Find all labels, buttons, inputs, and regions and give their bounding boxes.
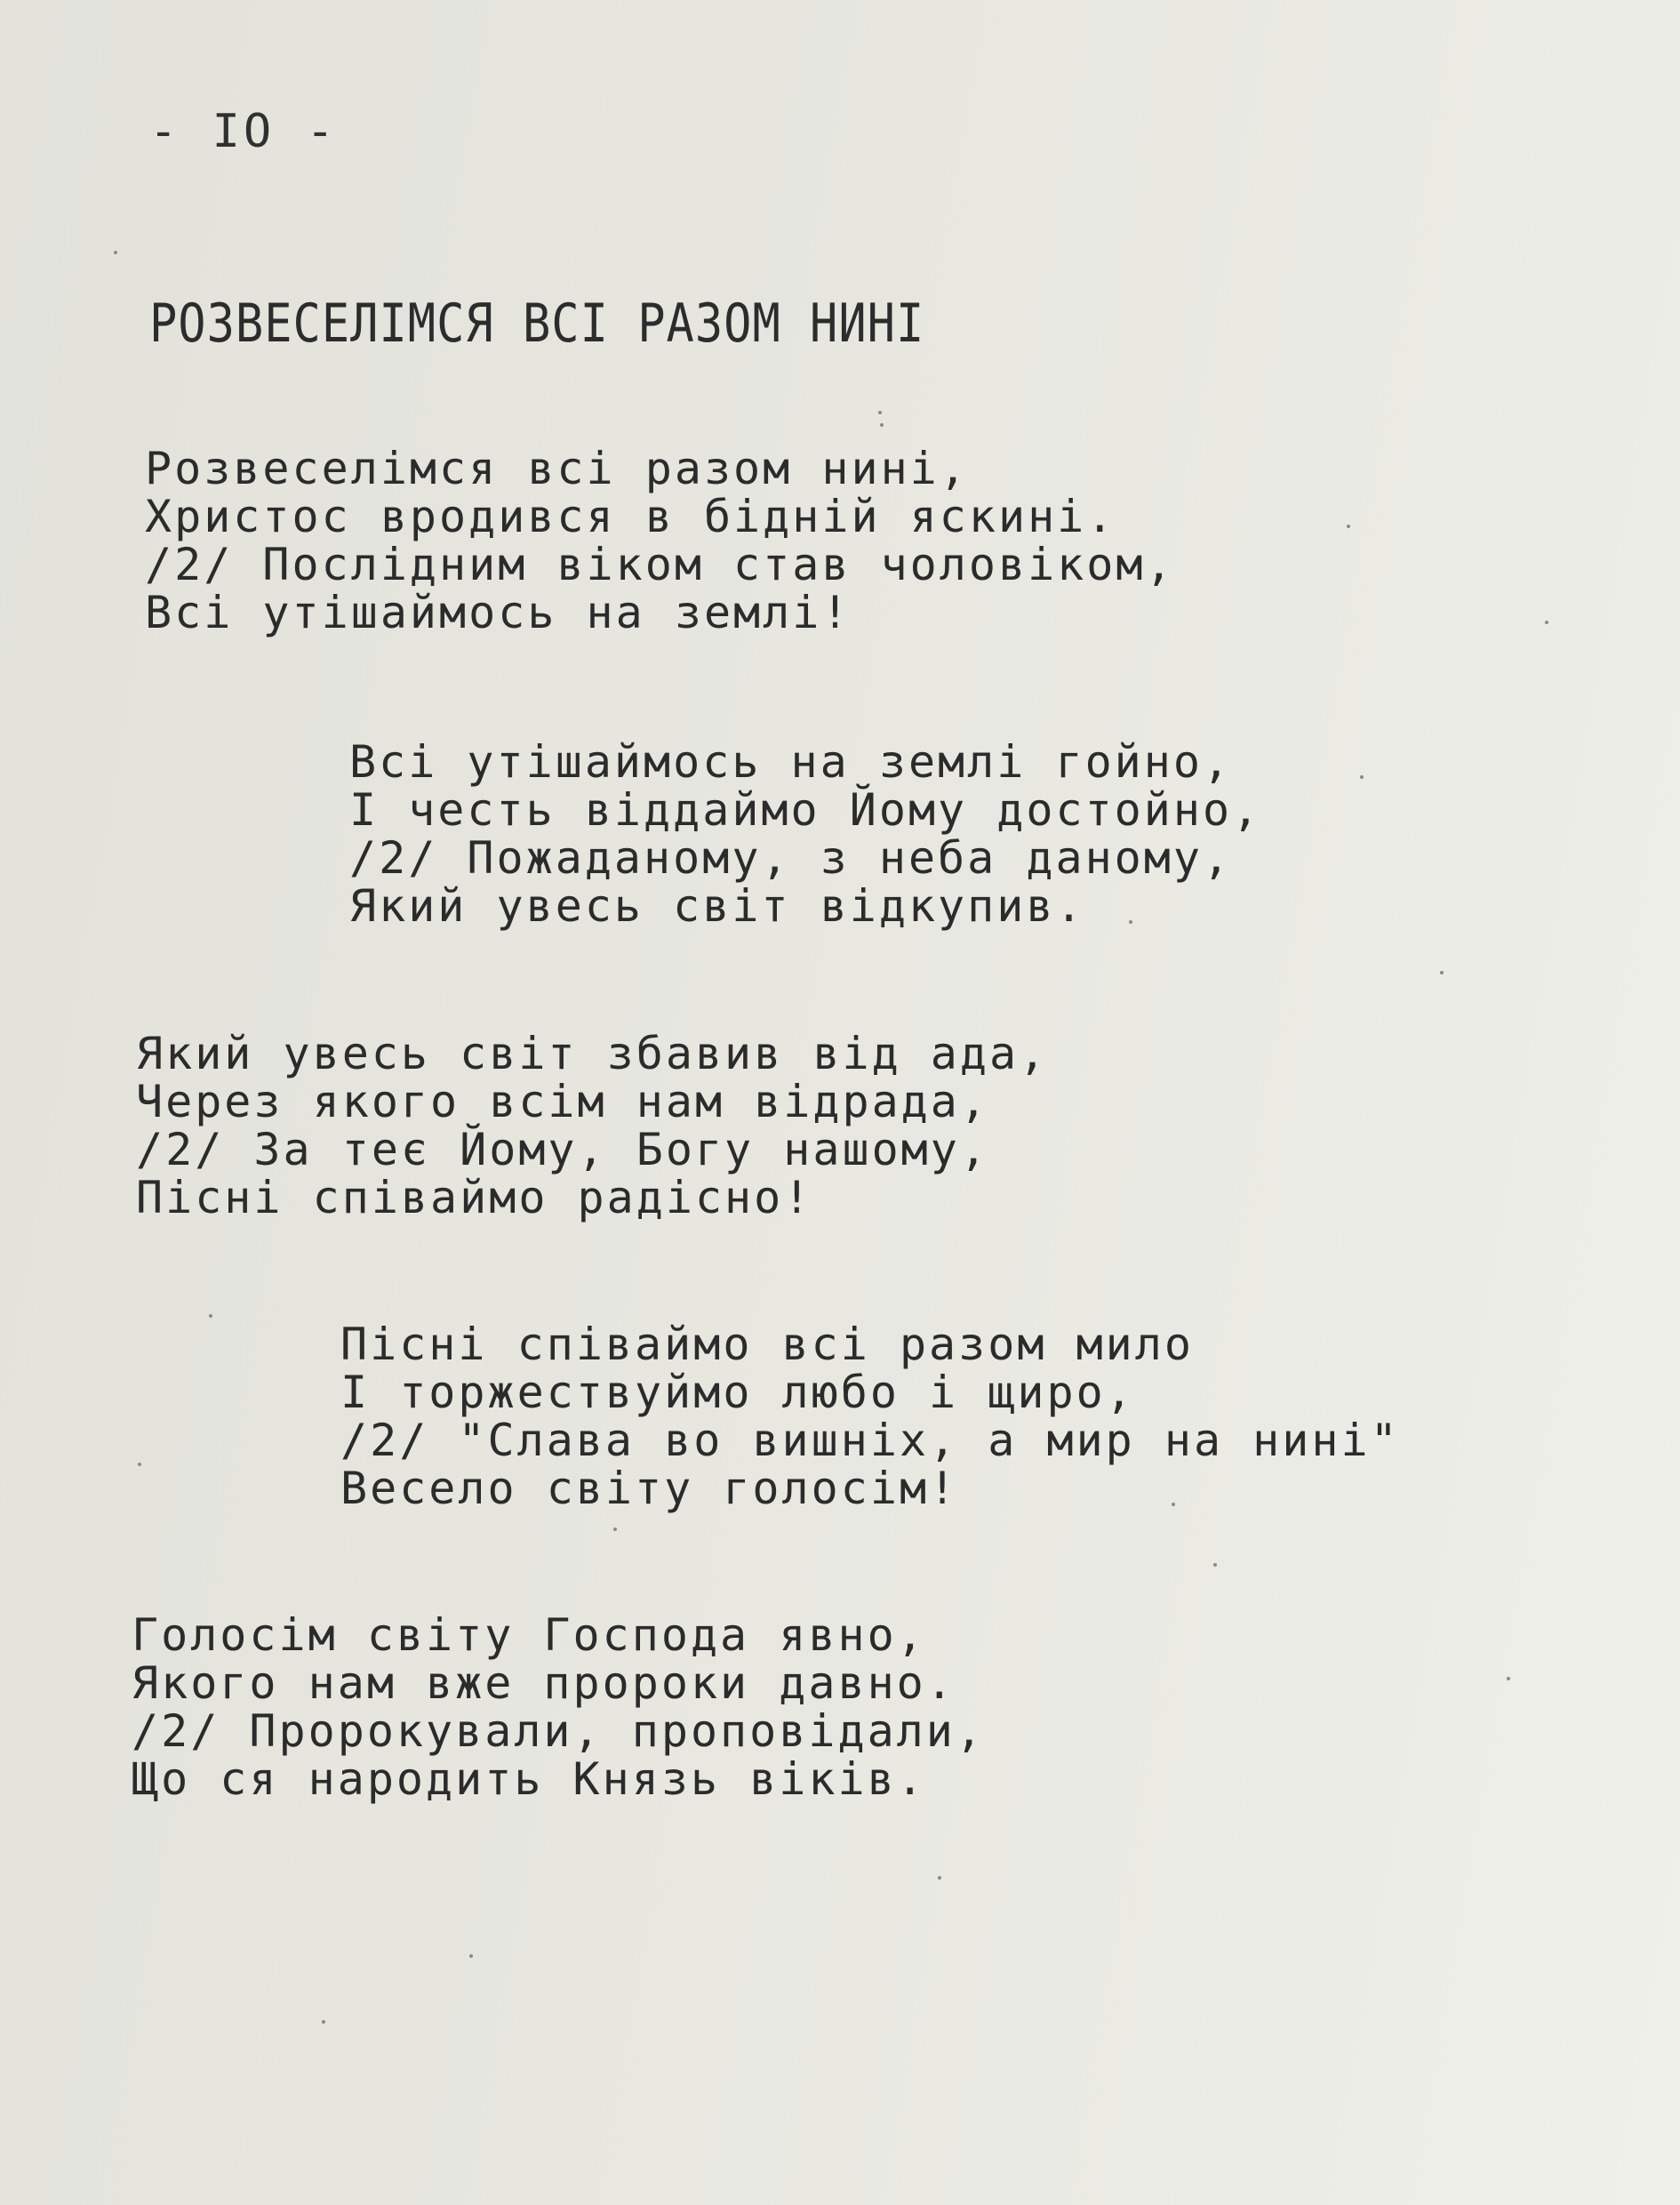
stanza-line: /2/ "Слава во вишніх, а мир на нині" — [340, 1415, 1400, 1466]
stanza-line: Всі утішаймось на землі гойно, — [349, 736, 1233, 788]
stanza-4 — [340, 1320, 1400, 1512]
stanza-line: Весело світу голосім! — [340, 1463, 959, 1514]
stanza-3 — [136, 1030, 1048, 1222]
paper-speck — [1545, 621, 1548, 624]
paper-speck — [878, 411, 882, 414]
stanza-line: /2/ Послідним віком став чоловіком, — [145, 539, 1175, 590]
paper-speck — [880, 423, 884, 427]
stanza-line: Всі утішаймось на землі! — [145, 587, 852, 638]
paper-speck — [938, 1876, 941, 1880]
stanza-5 — [132, 1611, 985, 1803]
stanza-line: Якого нам вже пророки давно. — [132, 1657, 956, 1709]
stanza-line: Який увесь світ відкупив. — [349, 880, 1085, 932]
paper-speck — [114, 251, 117, 254]
stanza-line: Через якого всім нам відрада, — [136, 1076, 989, 1127]
paper-speck — [613, 1527, 617, 1531]
stanza-line: Який увесь світ збавив від ада, — [136, 1028, 1049, 1079]
stanza-2 — [349, 738, 1261, 930]
stanza-line: І торжествуймо любо і щиро, — [340, 1367, 1135, 1418]
paper-speck — [469, 1954, 473, 1958]
stanza-1 — [145, 445, 1175, 637]
song-title: РОЗВЕСЕЛІМСЯ ВСІ РАЗОМ НИНІ — [149, 293, 925, 355]
stanza-line: Голосім світу Господа явно, — [132, 1609, 926, 1661]
stanza-line: Пісні співаймо радісно! — [136, 1172, 813, 1223]
paper-speck — [322, 2020, 325, 2024]
stanza-line: Розвеселімся всі разом нині, — [145, 443, 969, 494]
paper-speck — [1347, 525, 1350, 528]
page-number: - IO - — [149, 105, 338, 158]
paper-speck — [1213, 1563, 1217, 1567]
paper-speck — [1360, 775, 1364, 779]
stanza-line: Христос вродився в бідній яскині. — [145, 491, 1116, 542]
paper-speck — [1440, 971, 1444, 974]
stanza-line: /2/ Пророкували, проповідали, — [132, 1705, 985, 1757]
stanza-line: Пісні співаймо всі разом мило — [340, 1319, 1194, 1370]
stanza-line: Що ся народить Князь віків. — [132, 1753, 926, 1805]
paper-speck — [138, 1463, 141, 1466]
paper-speck — [1172, 1503, 1175, 1506]
paper-speck — [1129, 920, 1132, 924]
stanza-line: /2/ Пожаданому, з неба даному, — [349, 832, 1233, 884]
stanza-line: /2/ За теє Йому, Богу нашому, — [136, 1124, 989, 1175]
stanza-line: І честь віддаймо Йому достойно, — [349, 784, 1262, 836]
paper-speck — [1507, 1677, 1510, 1680]
paper-speck — [209, 1314, 212, 1318]
